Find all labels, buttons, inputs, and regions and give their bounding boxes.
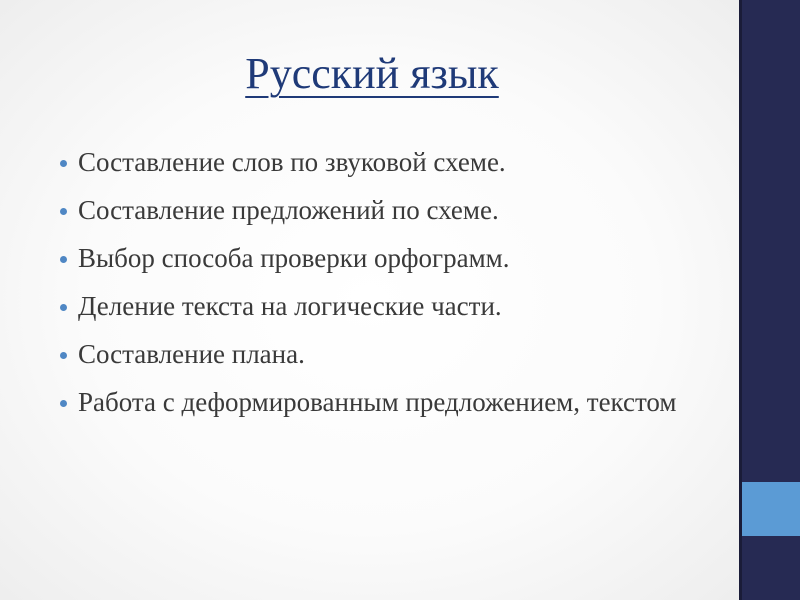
bullet-text: Составление плана.: [78, 339, 305, 369]
bullet-item: [60, 290, 720, 322]
bullet-text: Выбор способа проверки орфограмм.: [78, 243, 510, 273]
bullet-dot-icon: [60, 160, 67, 167]
bullet-list: [60, 146, 720, 434]
bullet-item: [60, 242, 720, 274]
bullet-item: [60, 386, 720, 418]
bullet-dot-icon: [60, 304, 67, 311]
bullet-dot-icon: [60, 208, 67, 215]
bullet-text: Работа с деформированным предложением, текстом: [78, 387, 677, 417]
bullet-item: [60, 338, 720, 370]
slide-title: Русский язык: [245, 49, 499, 98]
bullet-dot-icon: [60, 352, 67, 359]
bullet-text: Составление предложений по схеме.: [78, 195, 499, 225]
bullet-text: Составление слов по звуковой схеме.: [78, 147, 506, 177]
bullet-item: [60, 146, 720, 178]
bullet-dot-icon: [60, 256, 67, 263]
bullet-text: Деление текста на логические части.: [78, 291, 502, 321]
bullet-dot-icon: [60, 400, 67, 407]
sidebar-accent-bar: [742, 482, 800, 536]
bullet-item: [60, 194, 720, 226]
